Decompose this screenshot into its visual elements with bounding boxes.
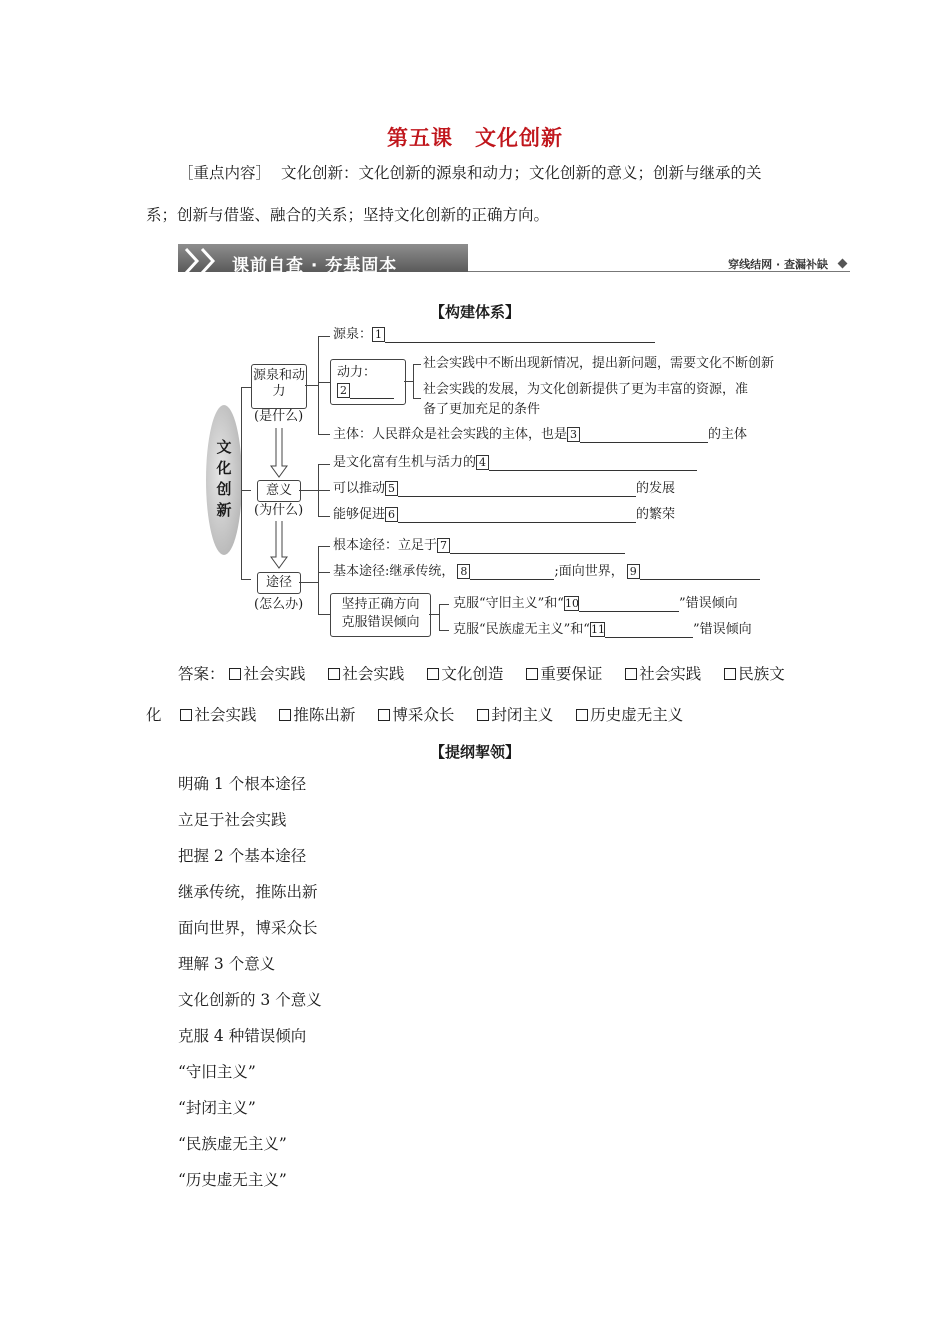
overcome-text: 克服“守旧主义”和“ bbox=[453, 596, 564, 611]
outline-item: 面向世界，博采众长 bbox=[178, 919, 318, 937]
banner-subtitle: 穿线结网 · 查漏补缺 bbox=[728, 258, 828, 271]
blank-number: 7 bbox=[437, 538, 450, 553]
answer-item bbox=[328, 665, 404, 683]
answer-blank bbox=[605, 623, 693, 638]
meaning-connector bbox=[299, 490, 318, 491]
overcome-connector bbox=[429, 614, 439, 615]
blank-number: 10 bbox=[564, 597, 579, 610]
meaning-2 bbox=[333, 481, 675, 497]
outline-item: “封闭主义” bbox=[178, 1099, 256, 1117]
key-points-text-1: 文化创新：文化创新的源泉和动力；文化创新的意义；创新与继承的关 bbox=[281, 164, 762, 182]
answer-text: 社会实践 bbox=[194, 706, 257, 724]
outline-item: 克服 4 种错误倾向 bbox=[178, 1027, 307, 1045]
bracket-tick bbox=[318, 614, 330, 615]
chevron-right-icon bbox=[200, 247, 216, 275]
blank-number: 8 bbox=[457, 564, 470, 579]
meaning-text: 能够促进 bbox=[333, 507, 386, 522]
power-bracket bbox=[413, 364, 414, 398]
overcome-text-end: ”错误倾向 bbox=[678, 596, 738, 611]
power-1: 社会实践中不断出现新情况，提出新问题，需要文化不断创新 bbox=[423, 356, 775, 371]
source-label: 源泉： bbox=[333, 327, 373, 342]
outline-item: 继承传统，推陈出新 bbox=[178, 883, 318, 901]
key-points-line-1 bbox=[178, 163, 762, 183]
outline-item: 明确 1 个根本途径 bbox=[178, 775, 307, 793]
checkbox-icon bbox=[477, 709, 489, 721]
answer-item bbox=[229, 665, 305, 683]
bracket-tick bbox=[318, 336, 330, 337]
meaning-1 bbox=[333, 455, 697, 471]
bracket-tick bbox=[318, 490, 330, 491]
answer-blank bbox=[580, 428, 708, 443]
checkbox-icon bbox=[724, 668, 736, 680]
meaning-text: 是文化富有生机与活力的 bbox=[333, 455, 477, 470]
answer-text: 推陈出新 bbox=[293, 706, 356, 724]
key-points-label: ［重点内容］ bbox=[178, 164, 272, 182]
answer-text: 文化创造 bbox=[441, 665, 504, 683]
diamond-icon bbox=[838, 259, 848, 269]
outline-item: 立足于社会实践 bbox=[178, 811, 287, 829]
answer-blank bbox=[385, 328, 655, 343]
chevron-right-icon bbox=[184, 247, 200, 275]
answer-text: 民族文 bbox=[738, 665, 785, 683]
path-sub: (怎么办) bbox=[254, 597, 304, 612]
answer-blank bbox=[579, 597, 679, 612]
section-banner bbox=[178, 241, 850, 275]
answer-blank bbox=[450, 539, 625, 554]
bracket-tick bbox=[318, 434, 330, 435]
overcome-text-end: ”错误倾向 bbox=[692, 622, 752, 637]
banner-title: 课前自查 · 夯基固本 bbox=[232, 256, 398, 276]
outline-heading: 【提纲挈领】 bbox=[429, 743, 520, 761]
power-connector bbox=[404, 381, 413, 382]
answer-blank bbox=[398, 508, 636, 523]
subject-text: 主体：人民群众是社会实践的主体，也是 bbox=[333, 427, 568, 442]
answer-text: 历史虚无主义 bbox=[590, 706, 684, 724]
correct-line-1: 坚持正确方向 bbox=[341, 597, 420, 612]
blank-number: 2 bbox=[337, 383, 350, 398]
bracket-tick bbox=[413, 364, 421, 365]
sources-connector bbox=[305, 385, 318, 386]
answer-text: 社会实践 bbox=[639, 665, 702, 683]
outline-item: “民族虚无主义” bbox=[178, 1135, 287, 1153]
checkbox-icon bbox=[229, 668, 241, 680]
power-box bbox=[330, 359, 406, 405]
path-bracket bbox=[318, 546, 319, 614]
overcome-1 bbox=[453, 596, 738, 612]
correct-line-2: 克服错误倾向 bbox=[341, 615, 420, 630]
page-title: 第五课 文化创新 bbox=[387, 125, 563, 150]
blank-number: 9 bbox=[627, 564, 640, 579]
meaning-text-end: 的繁荣 bbox=[636, 507, 676, 522]
outline-item: 把握 2 个基本途径 bbox=[178, 847, 307, 865]
answer-blank bbox=[640, 565, 760, 580]
down-arrow-icon bbox=[270, 521, 288, 569]
answers-label: 答案： bbox=[178, 665, 225, 683]
answer-text: 重要保证 bbox=[540, 665, 603, 683]
meaning-box: 意义 bbox=[257, 480, 301, 502]
answer-item bbox=[724, 665, 785, 683]
main-bracket bbox=[241, 387, 242, 579]
answer-item bbox=[378, 706, 454, 724]
answer-blank bbox=[470, 565, 554, 580]
answers-line-2 bbox=[146, 705, 683, 725]
overcome-bracket bbox=[439, 604, 440, 630]
sources-sub: (是什么) bbox=[254, 409, 304, 424]
outline-item: 理解 3 个意义 bbox=[178, 955, 276, 973]
answer-item bbox=[427, 665, 503, 683]
center-label: 文化创新 bbox=[216, 438, 232, 519]
checkbox-icon bbox=[576, 709, 588, 721]
blank-number: 3 bbox=[567, 427, 580, 442]
blank-number: 1 bbox=[372, 327, 385, 342]
meaning-3 bbox=[333, 507, 675, 523]
banner-background bbox=[178, 244, 468, 276]
down-arrow-icon bbox=[270, 428, 288, 478]
checkbox-icon bbox=[279, 709, 291, 721]
subject-line bbox=[333, 427, 747, 443]
outline-item: 文化创新的 3 个意义 bbox=[178, 991, 322, 1009]
path-box: 途径 bbox=[257, 572, 301, 594]
bracket-tick bbox=[241, 579, 251, 580]
blank-number: 4 bbox=[476, 455, 489, 470]
overcome-text: 克服“民族虚无主义”和“ bbox=[453, 622, 590, 637]
blank-number: 11 bbox=[590, 623, 605, 636]
meaning-text-end: 的发展 bbox=[636, 481, 676, 496]
meaning-sub: (为什么) bbox=[254, 503, 304, 518]
answer-item bbox=[625, 665, 701, 683]
answer-item bbox=[477, 706, 553, 724]
basic-path-text: 基本途径:继承传统， bbox=[333, 564, 455, 579]
answer-item bbox=[279, 706, 355, 724]
bracket-tick bbox=[241, 490, 251, 491]
bracket-tick bbox=[318, 572, 330, 573]
answer-blank bbox=[350, 384, 394, 399]
sources-box: 源泉和动力 bbox=[251, 364, 307, 409]
answer-blank bbox=[489, 456, 697, 471]
checkbox-icon bbox=[180, 709, 192, 721]
bracket-tick bbox=[241, 387, 251, 388]
checkbox-icon bbox=[378, 709, 390, 721]
checkbox-icon bbox=[526, 668, 538, 680]
checkbox-icon bbox=[625, 668, 637, 680]
answer-text: 博采众长 bbox=[392, 706, 455, 724]
answer-text-cont: 化 bbox=[146, 706, 162, 724]
build-system-heading: 【构建体系】 bbox=[429, 303, 520, 321]
answer-item bbox=[526, 665, 602, 683]
correct-direction-box bbox=[330, 593, 431, 637]
bracket-tick bbox=[439, 630, 449, 631]
blank-number: 6 bbox=[385, 507, 398, 522]
bracket-tick bbox=[318, 516, 330, 517]
blank-number: 5 bbox=[385, 481, 398, 496]
bracket-tick bbox=[318, 464, 330, 465]
power-label: 动力： bbox=[337, 365, 377, 380]
checkbox-icon bbox=[328, 668, 340, 680]
source-line bbox=[333, 327, 655, 343]
root-path bbox=[333, 538, 625, 554]
outline-item: “历史虚无主义” bbox=[178, 1171, 287, 1189]
bracket-tick bbox=[439, 604, 449, 605]
bracket-tick bbox=[318, 546, 330, 547]
checkbox-icon bbox=[427, 668, 439, 680]
power-2a: 社会实践的发展，为文化创新提供了更为丰富的资源，准 bbox=[423, 382, 749, 397]
bracket-tick bbox=[318, 382, 330, 383]
basic-path-text-2: ;面向世界， bbox=[554, 564, 624, 579]
outline-item: “守旧主义” bbox=[178, 1063, 256, 1081]
answers-line-1 bbox=[178, 664, 785, 684]
basic-path bbox=[333, 564, 760, 580]
answer-item bbox=[180, 706, 256, 724]
root-path-text: 根本途径：立足于 bbox=[333, 538, 438, 553]
path-connector bbox=[299, 582, 318, 583]
power-2b: 备了更加充足的条件 bbox=[423, 402, 541, 417]
bracket-tick bbox=[413, 398, 421, 399]
answer-text: 封闭主义 bbox=[491, 706, 554, 724]
answer-blank bbox=[398, 482, 636, 497]
answer-item bbox=[576, 706, 683, 724]
key-points-line-2: 系；创新与借鉴、融合的关系；坚持文化创新的正确方向。 bbox=[146, 206, 550, 224]
answer-text: 社会实践 bbox=[243, 665, 306, 683]
power-blank bbox=[337, 383, 394, 399]
sources-bracket bbox=[318, 336, 319, 434]
answer-text: 社会实践 bbox=[342, 665, 405, 683]
overcome-2 bbox=[453, 622, 752, 638]
meaning-text: 可以推动 bbox=[333, 481, 386, 496]
subject-text-end: 的主体 bbox=[708, 427, 748, 442]
